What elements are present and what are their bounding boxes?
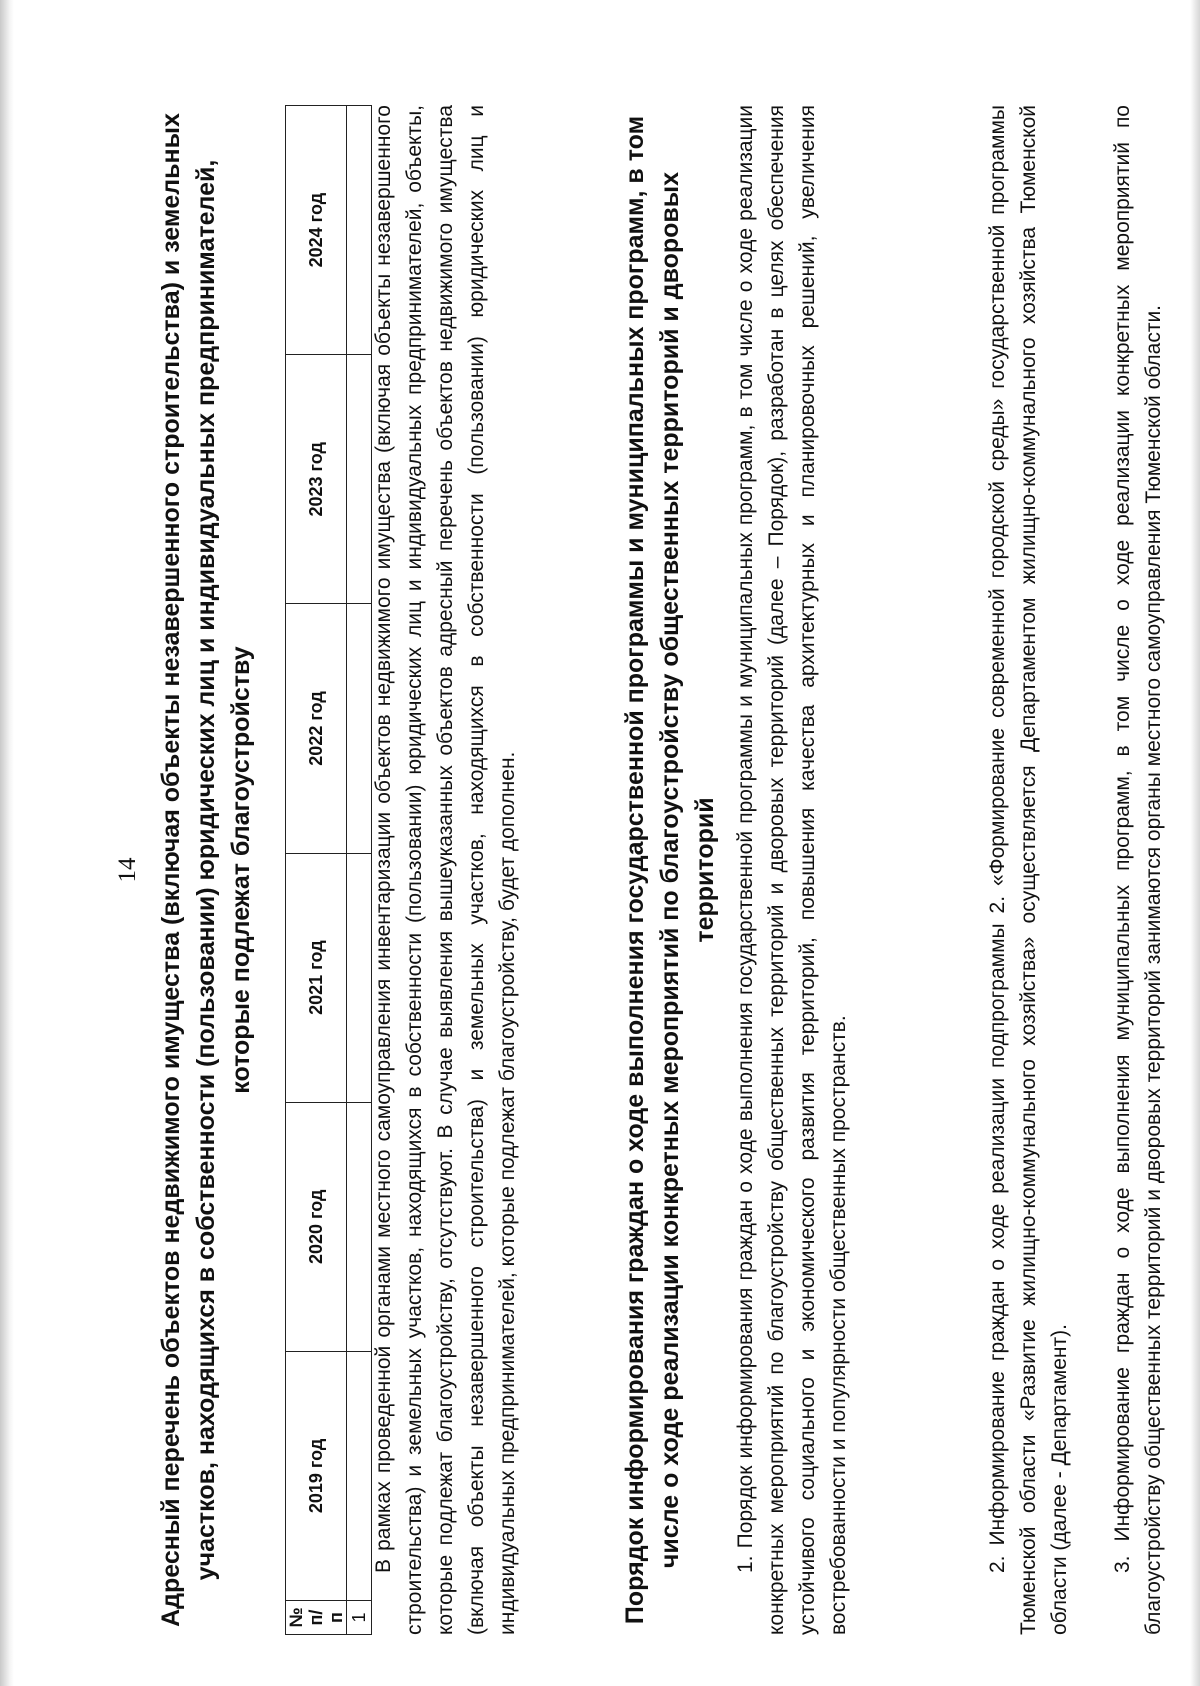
table-header-cell: 2019 год xyxy=(286,1351,347,1600)
address-list-table xyxy=(285,105,372,1635)
address-list-heading: Адресный перечень объектов недвижимого имущества (включая объекты незавершенного строительства) и земельных участков, находящихся в собственности (пользовании) юридических лиц и индивидуальных предпринимателей, которые подлежат благоустройству xyxy=(157,113,255,1627)
procedure-paragraph-3: 3. Информирование граждан о ходе выполнения муниципальных программ, в том числе о ходе реализации конкретных мероприятий по благоустройству общественных территорий и дворовых территорий занимаются органы местного самоуправления Тюменской области. xyxy=(1111,105,1165,1635)
table-header-cell: 2024 год xyxy=(286,106,347,355)
page-number: 14 xyxy=(114,857,141,883)
scan-edge-left xyxy=(0,0,14,1686)
table-header-cell: 2023 год xyxy=(286,355,347,604)
table-cell: 1 xyxy=(347,1601,372,1635)
table-header-cell: № п/п xyxy=(286,1601,347,1635)
table-header-cell: 2020 год xyxy=(286,1102,347,1351)
table-header-row xyxy=(286,106,347,1635)
table-header-cell: 2021 год xyxy=(286,853,347,1102)
table-header-cell: 2022 год xyxy=(286,604,347,853)
rotated-document-page xyxy=(114,85,1200,1655)
procedure-paragraph-1: 1. Порядок информирования граждан о ходе выполнения государственной программы и муниципальных программ, в том числе о ходе реализации конкретных мероприятий по благоустройству общественных территорий и дворовых территорий (далее – Порядок), разработан в целях обеспечения устойчивого социального и экономического развития территорий, повышения качества архитектурных и планировочных решений, увеличения востребованности и популярности общественных пространств. xyxy=(734,105,850,1635)
address-list-table-wrapper xyxy=(285,105,372,1635)
inventory-paragraph: В рамках проведенной органами местного самоуправления инвентаризации объектов недвижимого имущества (включая объекты незавершенного строительства) и земельных участков, находящихся в собственности (пользовании) юридических лиц и индивидуальных предпринимателей, объекты, которые подлежат благоустройству, отсутствуют. В случае выявления вышеуказанных объектов адресный перечень объектов недвижимого имущества (включая объекты незавершенного строительства) и земельных участков, находящихся в собственности (пользовании) юридических лиц и индивидуальных предпринимателей, которые подлежат благоустройству, будет дополнен. xyxy=(372,105,519,1635)
procedure-paragraph-2: 2. Информирование граждан о ходе реализации подпрограммы 2. «Формирование современной городской среды» государственной программы Тюменской области «Развитие жилищно-коммунального хозяйства» осуществляется Департаментом жилищно-коммунального хозяйства Тюменской области (далее - Департамент). xyxy=(986,105,1071,1635)
informing-procedure-heading: Порядок информирования граждан о ходе выполнения государственной программы и муниципальных программ, в том числе о ходе реализации конкретных мероприятий по благоустройству общественных территорий и дворовых территорий xyxy=(621,115,719,1625)
